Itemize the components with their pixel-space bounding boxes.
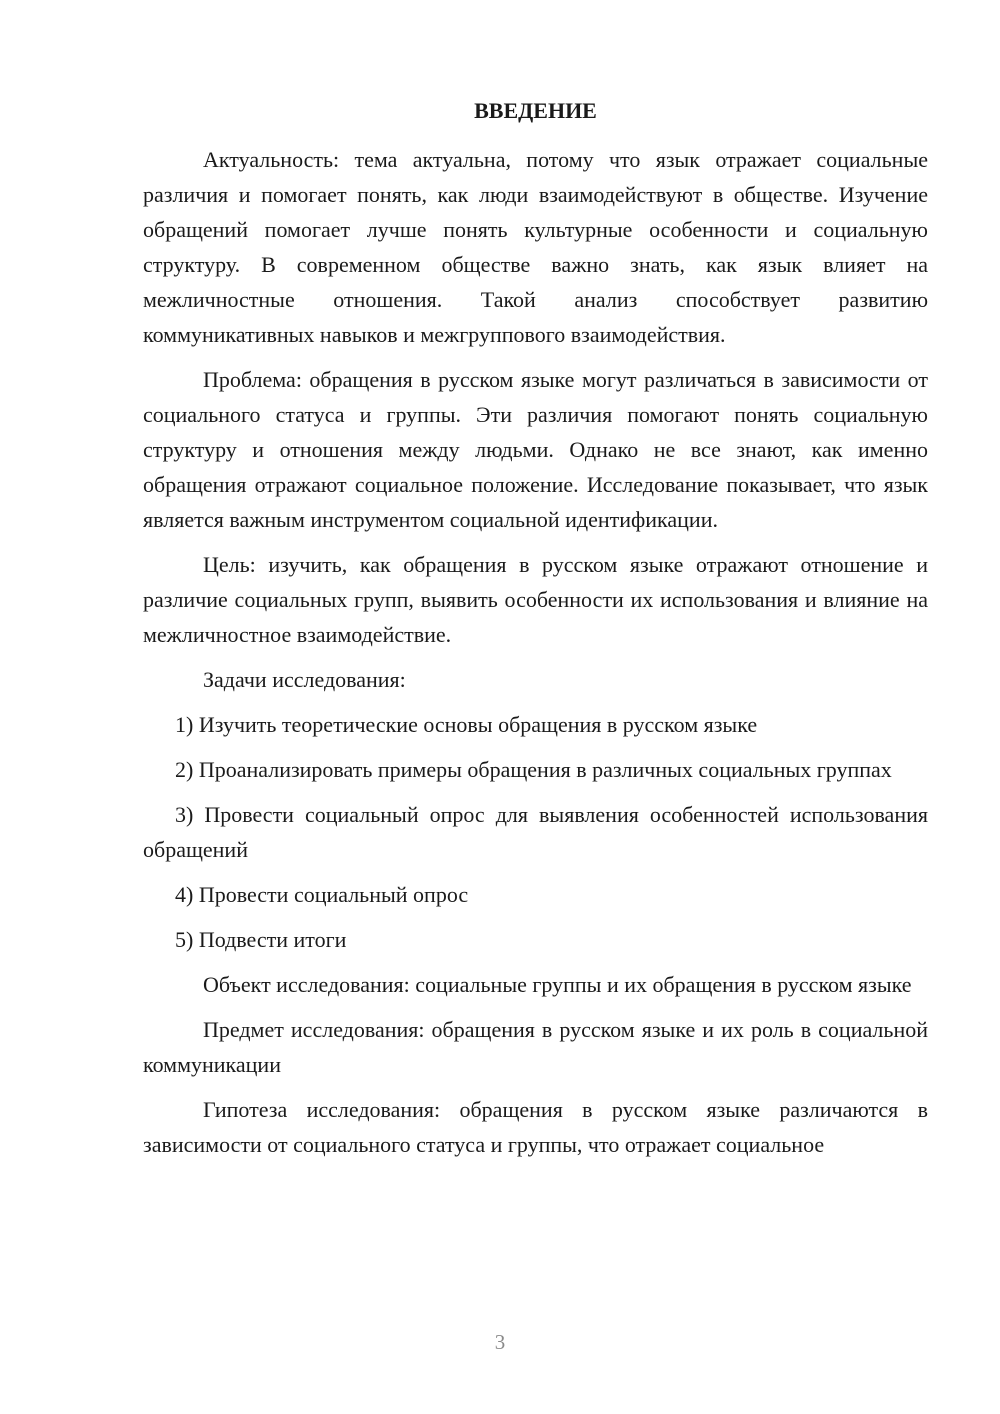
problem-paragraph: Проблема: обращения в русском языке могут различаться в зависимости от социального статуса и группы. Эти различия помогают понять социальную структуру и отношения между людьми. Однако не все знают, как именно обращения отражают социальное положение. Исследование показывает, что язык является важным инструментом социальной идентификации. <box>143 367 928 532</box>
task-item-5: 5) Подвести итоги <box>175 927 347 952</box>
hypothesis-paragraph: Гипотеза исследования: обращения в русском языке различаются в зависимости от социального статуса и группы, что отражает социальное <box>143 1097 928 1157</box>
subject-paragraph: Предмет исследования: обращения в русском языке и их роль в социальной коммуникации <box>143 1017 928 1077</box>
page-number: 3 <box>494 1330 506 1354</box>
task-item-3: 3) Провести социальный опрос для выявления особенностей использования обращений <box>143 802 928 862</box>
task-item-2: 2) Проанализировать примеры обращения в различных социальных группах <box>175 757 892 782</box>
task-item-4: 4) Провести социальный опрос <box>175 882 469 907</box>
goal-paragraph: Цель: изучить, как обращения в русском языке отражают отношение и различие социальных групп, выявить особенности их использования и влияние на межличностное взаимодействие. <box>143 552 928 647</box>
page-heading: ВВЕДЕНИЕ <box>474 98 597 123</box>
relevance-paragraph: Актуальность: тема актуальна, потому что язык отражает социальные различия и помогает понять, как люди взаимодействуют в обществе. Изучение обращений помогает лучше понять культурные особенности и социальную структуру. В современном обществе важно знать, как язык влияет на межличностные отношения. Такой анализ способствует развитию коммуникативных навыков и межгруппового взаимодействия. <box>143 147 928 347</box>
object-paragraph: Объект исследования: социальные группы и их обращения в русском языке <box>203 972 912 997</box>
task-item-1: 1) Изучить теоретические основы обращения в русском языке <box>175 712 758 737</box>
tasks-intro: Задачи исследования: <box>203 667 406 692</box>
page-content <box>143 93 928 1172</box>
